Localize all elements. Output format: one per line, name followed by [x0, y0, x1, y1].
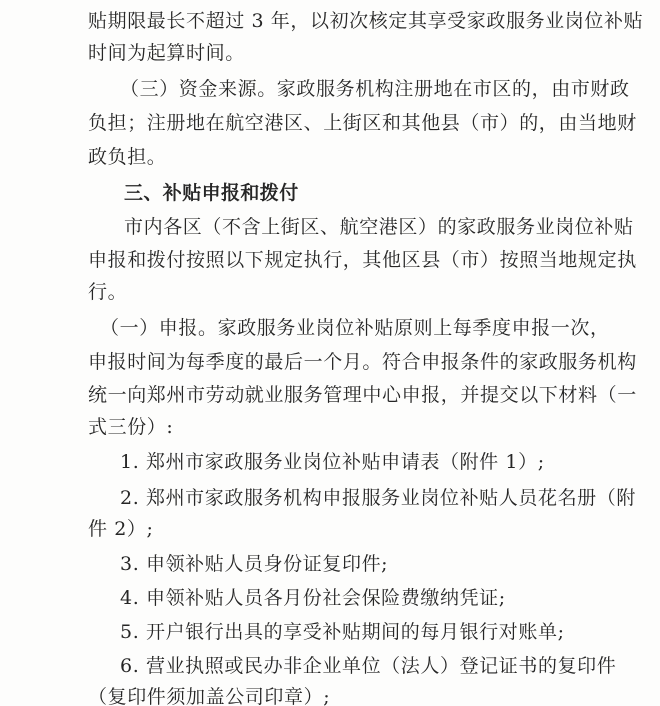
list-item: 2. 郑州市家政服务机构申报服务业岗位补贴人员花名册（附: [120, 487, 636, 509]
text-line: 负担；注册地在航空港区、上街区和其他县（市）的，由当地财: [88, 112, 637, 134]
text-line: 行。: [88, 281, 128, 303]
section-heading: 三、补贴申报和拨付: [124, 182, 299, 204]
text-line: 贴期限最长不超过 3 年，以初次核定其享受家政服务业岗位补贴: [88, 10, 644, 32]
text-line: 件 2）;: [88, 518, 154, 540]
text-line: 式三份）:: [88, 416, 174, 438]
text-line: 政负担。: [88, 146, 167, 168]
text-line: （复印件须加盖公司印章）;: [88, 686, 331, 706]
list-item: 6. 营业执照或民办非企业单位（法人）登记证书的复印件: [120, 655, 617, 677]
text-line: 时间为起算时间。: [88, 42, 245, 64]
text-line: 市内各区（不含上街区、航空港区）的家政服务业岗位补贴: [124, 216, 634, 238]
text-line: （一）申报。家政服务业岗位补贴原则上每季度申报一次，: [100, 317, 610, 339]
list-item: 5. 开户银行出具的享受补贴期间的每月银行对账单;: [120, 621, 565, 643]
list-item: 3. 申领补贴人员身份证复印件;: [120, 553, 389, 575]
text-line: 申报和拨付按照以下规定执行，其他区县（市）按照当地规定执: [88, 249, 637, 271]
list-item: 1. 郑州市家政服务业岗位补贴申请表（附件 1）;: [120, 451, 545, 473]
text-line: 统一向郑州市劳动就业服务管理中心申报，并提交以下材料（一: [88, 384, 637, 406]
list-item: 4. 申领补贴人员各月份社会保险费缴纳凭证;: [120, 587, 506, 609]
text-line: 申报时间为每季度的最后一个月。符合申报条件的家政服务机构: [88, 351, 637, 373]
text-line: （三）资金来源。家政服务机构注册地在市区的，由市财政: [120, 78, 630, 100]
